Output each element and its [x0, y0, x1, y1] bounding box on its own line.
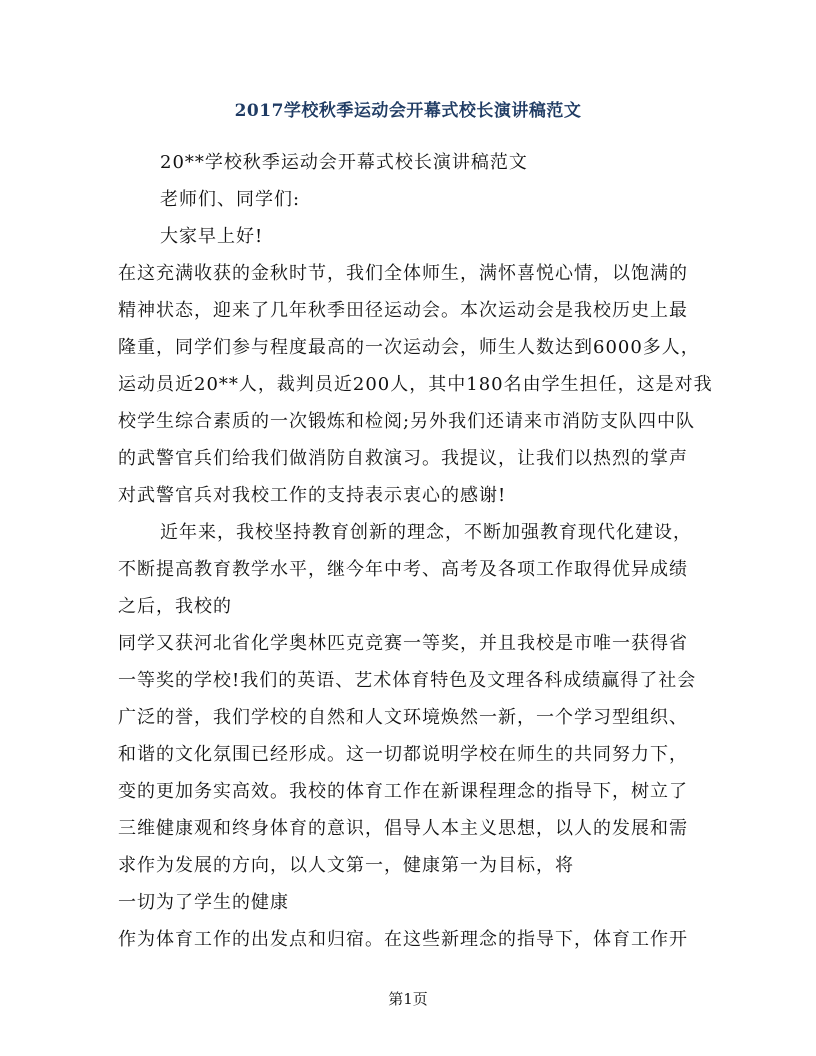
body-line: 在这充满收获的金秋时节，我们全体师生，满怀喜悦心情，以饱满的: [118, 263, 688, 284]
body-line: 三维健康观和终身体育的意识，倡导人本主义思想，以人的发展和需: [118, 818, 688, 839]
body-line: 校学生综合素质的一次锻炼和检阅;另外我们还请来市消防支队四中队: [118, 411, 696, 432]
body-line: 近年来，我校坚持教育创新的理念，不断加强教育现代化建设，: [160, 522, 692, 543]
body-line: 一等奖的学校!我们的英语、艺术体育特色及文理各科成绩赢得了社会: [118, 670, 697, 691]
body-line: 作为体育工作的出发点和归宿。在这些新理念的指导下，体育工作开: [118, 929, 688, 950]
body-line: 广泛的誉，我们学校的自然和人文环境焕然一新，一个学习型组织、: [118, 707, 688, 728]
body-line: 精神状态，迎来了几年秋季田径运动会。本次运动会是我校历史上最: [118, 300, 688, 321]
body-line: 求作为发展的方向，以人文第一，健康第一为目标，将: [118, 855, 574, 876]
body-line: 之后，我校的: [118, 596, 232, 617]
greeting-line: 大家早上好!: [160, 226, 264, 247]
body-line: 不断提高教育教学水平，继今年中考、高考及各项工作取得优异成绩: [118, 559, 688, 580]
body-line: 同学又获河北省化学奥林匹克竞赛一等奖，并且我校是市唯一获得省: [118, 633, 688, 654]
subtitle-line: 20**学校秋季运动会开幕式校长演讲稿范文: [160, 152, 528, 173]
page-number: 第1页: [388, 990, 428, 1008]
salutation-line: 老师们、同学们:: [160, 189, 301, 210]
body-line: 和谐的文化氛围已经形成。这一切都说明学校在师生的共同努力下，: [118, 744, 688, 765]
body-line: 的武警官兵们给我们做消防自救演习。我提议，让我们以热烈的掌声: [118, 448, 688, 469]
document-title: 2017学校秋季运动会开幕式校长演讲稿范文: [234, 101, 582, 121]
body-line: 隆重，同学们参与程度最高的一次运动会，师生人数达到6000多人，: [118, 337, 700, 358]
body-line: 变的更加务实高效。我校的体育工作在新课程理念的指导下，树立了: [118, 781, 688, 802]
body-line: 对武警官兵对我校工作的支持表示衷心的感谢!: [118, 485, 507, 506]
body-line: 运动员近20**人，裁判员近200人，其中180名由学生担任，这是对我: [118, 374, 713, 395]
body-line: 一切为了学生的健康: [118, 892, 289, 913]
